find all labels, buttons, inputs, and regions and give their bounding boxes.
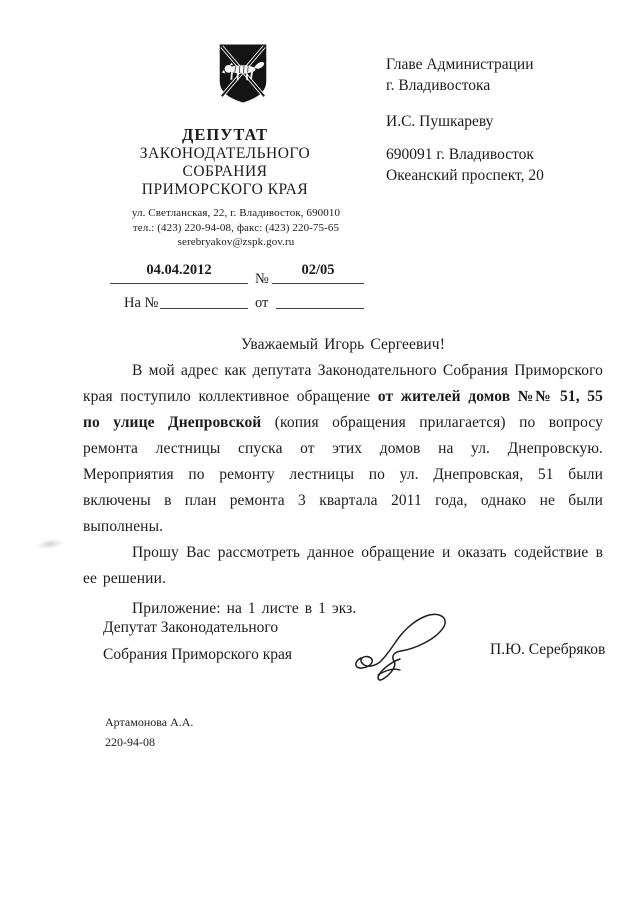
outgoing-date: 04.04.2012: [110, 262, 248, 284]
letterhead-title: [85, 126, 365, 199]
letterhead-phone-fax: тел.: (423) 220-94-08, факс: (423) 220-75-65: [132, 221, 340, 234]
letterhead-title-line: ДЕПУТАТ: [182, 125, 268, 144]
paragraph-1-text: В мой адрес как депутата Законодательного Собрания Приморского края поступило коллективное обращение: [83, 362, 603, 405]
salutation: Уважаемый Игорь Сергеевич!: [241, 336, 445, 353]
recipient-postal: 690091 г. Владивосток: [386, 146, 534, 163]
letterhead-title-line: СОБРАНИЯ: [182, 163, 268, 180]
paragraph-1: [83, 358, 603, 540]
number-sign-label: №: [255, 271, 269, 287]
signer-position: [103, 614, 292, 668]
executor-block: [105, 712, 193, 752]
recipient-block: [386, 54, 621, 186]
signer-name: П.Ю. Серебряков: [490, 641, 606, 658]
reply-date-blank-line: [276, 291, 364, 309]
paragraph-2: Прошу Вас рассмотреть данное обращение и оказать содействие в ее решении.: [83, 544, 603, 587]
reply-to-label: На №: [124, 295, 159, 311]
paragraph-1-text: (копия обращения прилагается) по вопросу ремонта лестницы спуска от этих домов на ул. Днепровскую. Мероприятия по ремонту лестницы по ул. Днепровская, 51 были включены в план ремонта 3 квартала 2011 года, однако не были выполнены.: [83, 414, 603, 535]
letterhead-contact: [96, 206, 376, 250]
outgoing-number: 02/05: [272, 262, 364, 284]
reply-from-label: от: [255, 295, 269, 311]
recipient-org-line: г. Владивостока: [386, 77, 491, 94]
handwritten-signature-icon: [348, 608, 456, 684]
recipient-org-line: Главе Администрации: [386, 56, 534, 73]
signer-position-line: Собрания Приморского края: [103, 646, 293, 663]
scan-artifact: [35, 537, 64, 551]
recipient-name: И.С. Пушкареву: [386, 113, 494, 130]
letterhead-email: serebryakov@zspk.gov.ru: [177, 236, 295, 248]
letterhead-address: ул. Светланская, 22, г. Владивосток, 690010: [131, 207, 341, 219]
executor-name: Артамонова А.А.: [105, 715, 194, 729]
reply-number-blank-line: [160, 291, 248, 309]
letterhead-title-line: ЗАКОНОДАТЕЛЬНОГО: [139, 145, 311, 162]
attachment-note: Приложение: на 1 листе в 1 экз.: [132, 600, 357, 617]
paragraph-1-bold-text: от жителей домов №№ 51, 55 по улице Днепровской: [83, 388, 603, 431]
recipient-street: Океанский проспект, 20: [386, 167, 544, 184]
executor-phone: 220-94-08: [105, 735, 155, 749]
letterhead-title-line: ПРИМОРСКОГО КРАЯ: [141, 181, 309, 198]
coat-of-arms-icon: [217, 43, 269, 103]
signer-position-line: Депутат Законодательного: [103, 619, 279, 636]
letter-body: [83, 332, 603, 622]
